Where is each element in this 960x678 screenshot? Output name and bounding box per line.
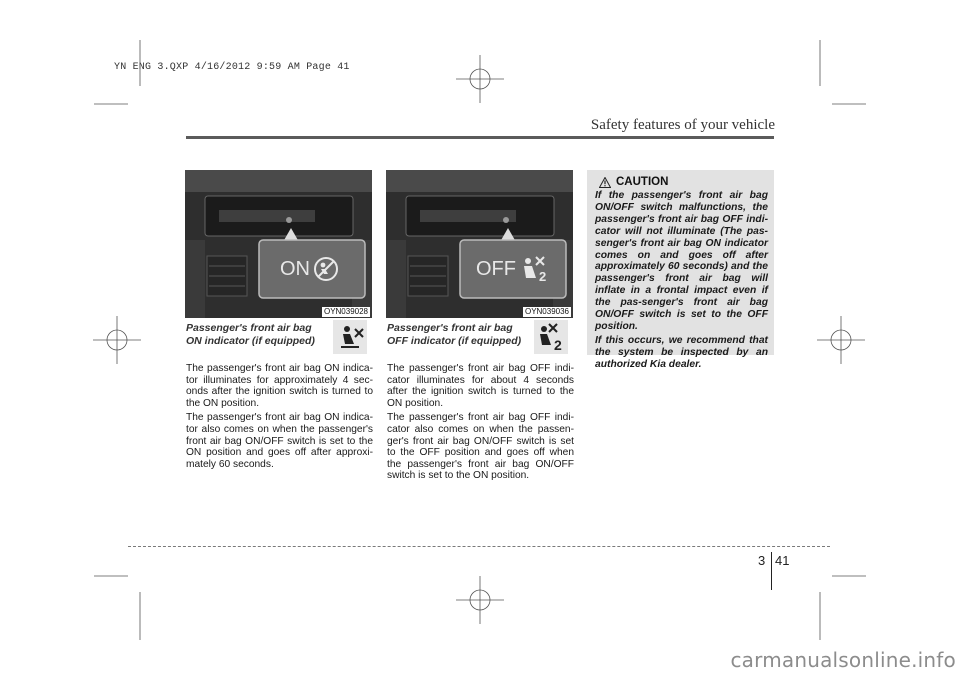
watermark-link[interactable]: carmanualsonline.info xyxy=(730,648,956,672)
page-number: 41 xyxy=(775,553,790,568)
caption-on xyxy=(186,322,315,347)
section-title: Safety features of your vehicle xyxy=(590,117,775,133)
caption-off-line1: Passenger's front air bag xyxy=(387,322,513,334)
screen-label-on: ON xyxy=(280,258,310,280)
caution-header xyxy=(595,176,768,188)
airbag-disabled-icon xyxy=(313,256,339,282)
indicator-digit: 2 xyxy=(554,337,562,353)
dashboard-photo-on xyxy=(185,170,372,318)
svg-text:2: 2 xyxy=(539,269,547,284)
caution-box xyxy=(587,170,774,370)
airbag-off-icon xyxy=(520,254,550,284)
photo-code-on: OYN039028 xyxy=(323,307,368,316)
caution-text xyxy=(595,190,768,371)
body-text-on xyxy=(186,363,373,473)
passenger-airbag-off-indicator-icon xyxy=(534,320,568,354)
caption-on-line2: ON indicator (if equipped) xyxy=(186,334,315,347)
paragraph: The passenger's front air bag OFF indi-cator also comes on when the passen-ger's front air bag ON/OFF switch is set to the OFF position and goes off when the passenger's front air bag ON/OFF switch is set to the ON position. xyxy=(387,412,574,482)
paragraph: The passenger's front air bag ON indica-tor illuminates for approximately 4 sec-onds after the ignition switch is turned to the ON position. xyxy=(186,363,373,409)
title-rule xyxy=(186,136,774,139)
warning-triangle-icon xyxy=(599,177,611,188)
chapter-number: 3 xyxy=(758,553,766,568)
caution-title: CAUTION xyxy=(616,176,669,188)
caption-on-line1: Passenger's front air bag xyxy=(186,322,312,334)
screen-label-off: OFF xyxy=(476,258,516,280)
caution-paragraph: If this occurs, we recommend that the system be inspected by an authorized Kia dealer. xyxy=(595,334,768,370)
passenger-airbag-on-indicator-icon xyxy=(333,320,367,354)
footer-dashed-rule xyxy=(128,546,830,547)
paragraph: The passenger's front air bag ON indica-tor also comes on when the passenger's front air bag ON/OFF switch is set to the ON position and goes off after approxi-mately 60 seconds. xyxy=(186,412,373,470)
caution-paragraph: If the passenger's front air bag ON/OFF switch malfunctions, the passenger's front air bag OFF indi-cator will not illuminate (The pas-senger's front air bag ON indicator comes on and goes off after approximately 60 seconds) and the passenger's front air bag will inflate in a frontal impact even if the pas-senger's front air bag ON/OFF switch is set to the OFF position. xyxy=(595,190,768,332)
paragraph: The passenger's front air bag OFF indi-cator illuminates for about 4 seconds after the ignition switch is turned to the ON position. xyxy=(387,363,574,409)
caption-off-line2: OFF indicator (if equipped) xyxy=(387,334,522,347)
caption-off xyxy=(387,322,521,347)
photo-code-off: OYN039036 xyxy=(524,307,569,316)
body-text-off xyxy=(387,363,574,485)
page-number-divider xyxy=(771,552,772,590)
dashboard-photo-off xyxy=(386,170,573,318)
printer-slug: YN ENG 3.QXP 4/16/2012 9:59 AM Page 41 xyxy=(114,62,350,73)
